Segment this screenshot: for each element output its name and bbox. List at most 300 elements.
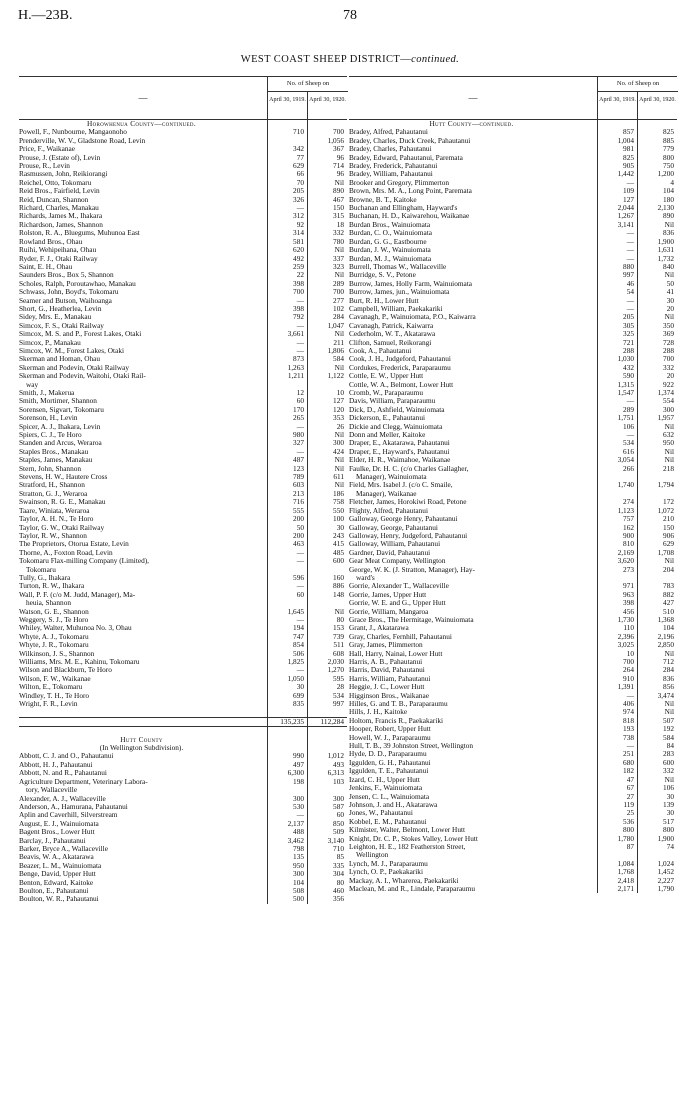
owner-name: Buchanan, H. D., Kaiwarehou, Waikanae [349,212,470,221]
sheep-1920: 41 [666,287,674,297]
owner-name: Bagent Bros., Lower Hutt [19,828,95,837]
sheep-1919: 2,396 [617,631,634,641]
sheep-1920: Nil [664,707,674,717]
owner-name: Dick, D., Ashfield, Wainuiomata [349,405,445,414]
sheep-1920: 800 [663,825,674,835]
sheep-1920: Nil [334,362,344,372]
sheep-1919: 30 [296,682,304,692]
sheep-1920: 595 [333,673,344,683]
sheep-1920: 192 [663,724,674,734]
sheep-1920: Nil [334,245,344,255]
owner-name: Iggulden, G. H., Pahautanui [349,758,431,767]
sheep-1920: 100 [333,514,344,524]
sheep-1920: 284 [333,312,344,322]
sheep-1920: 840 [663,261,674,271]
sheep-1920: 30 [666,295,674,305]
owner-name: Gray, James, Plimmerton [349,641,423,650]
sheep-1920: 1,452 [657,867,674,877]
sheep-1919: 487 [293,455,304,465]
sheep-1919: 170 [293,404,304,414]
sheep-1920: Nil [664,219,674,229]
owner-name: Staples Bros., Manakau [19,447,89,456]
sheep-1920: 60 [336,810,344,820]
sheep-1920: 106 [663,783,674,793]
sheep-1919: 314 [293,228,304,238]
owner-name: Ruihi, Wehipeihana, Ohau [19,246,97,255]
owner-name: Iggulden, T. E., Pahautanui [349,767,429,776]
sheep-1920: 600 [333,556,344,566]
owner-name: Galloway, George, Pahautanui [349,523,438,532]
sheep-1920: 714 [333,161,344,171]
sheep-1920: 353 [333,413,344,423]
sheep-1919: 506 [293,648,304,658]
sheep-1919: 3,661 [287,329,304,339]
sheep-1920: 1,056 [327,135,344,145]
owner-name: Seamer and Butson, Waihoanga [19,296,112,305]
sheep-1920: 28 [336,682,344,692]
sheep-1920: 885 [663,135,674,145]
owner-name: Harris, A. B., Pahautanui [349,658,423,666]
owner-name: Skerman and Podevin, Otaki Railway [19,363,130,372]
sheep-1920: 80 [336,614,344,624]
total-row [19,717,347,727]
sheep-1919: 2,169 [617,547,634,557]
sheep-1920: Nil [334,329,344,339]
sheep-1919: 205 [623,312,634,322]
sheep-1919: 536 [623,816,634,826]
sheep-1919: 534 [623,438,634,448]
owner-name: Donn and Meller, Kaitoke [349,431,426,440]
sheep-1920: 1,794 [657,480,674,490]
sheep-1919: 997 [623,270,634,280]
sheep-1920: Nil [664,648,674,658]
sheep-1920: 783 [663,581,674,591]
owner-name: Simcox, P., Manakau [19,338,81,347]
sheep-1919: 127 [623,194,634,204]
sheep-1920: 712 [663,657,674,666]
owner-name: Campbell, William, Paekakariki [349,304,443,313]
sheep-1919: — [626,396,634,406]
sheep-1919: 700 [293,287,304,297]
owner-name: Burdan, M. J., Wainuiomata [349,254,432,263]
sheep-1920: 180 [663,194,674,204]
sheep-1920: 890 [333,186,344,196]
owner-name: Wellington [356,851,389,860]
sheep-1920: 1,790 [657,883,674,893]
owner-name: Gorrie, Alexander T., Wallaceville [349,582,449,591]
sheep-1920: Nil [334,430,344,440]
sheep-1920: 350 [663,320,674,330]
sheep-1920: 1,368 [657,614,674,624]
sheep-1919: — [296,421,304,431]
sheep-1919: 47 [626,774,634,784]
owner-name: Price, F., Waikanae [19,145,76,154]
owner-name: Harris, David, Pahautanui [349,666,425,675]
sheep-1919: 398 [293,278,304,288]
owner-name: Taylor, G. W., Otaki Railway [19,523,105,532]
sheep-1920: 332 [333,228,344,238]
owner-name: ward's [356,573,375,582]
sheep-1919: 818 [623,715,634,725]
sheep-1920: 218 [663,463,674,473]
sheep-1919: 200 [293,514,304,524]
sheep-1920: 1,072 [657,505,674,515]
owner-name: Abbott, C. J. and O., Pahautanui [19,752,114,761]
sheep-1920: 96 [336,169,344,179]
sheep-1920: 739 [333,631,344,641]
sheep-1920: 780 [333,236,344,246]
owner-name: Tokomaru Flax-milling Company (Limited), [19,557,150,566]
table-row [349,481,677,489]
owner-name: Tully, G., Ihakara [19,573,71,582]
sheep-1919: 590 [623,371,634,381]
sheep-1919: 264 [623,665,634,675]
sheep-1919: 266 [623,463,634,473]
sheep-1920: 2,030 [327,657,344,666]
owner-name: Burridge, S. V., Petone [349,271,416,280]
sheep-1919: 135 [293,852,304,862]
sheep-1920 [307,736,347,744]
sheep-1919: 825 [623,152,634,162]
owner-name: Rasmussen, John, Reikiorangi [19,170,108,179]
sheep-1919: 200 [293,530,304,540]
sheep-1920: 153 [333,623,344,633]
owner-name: Heggie, J. C., Lower Hutt [349,683,425,692]
year-1919-heading: April 30, 1919. [267,92,307,119]
sheep-1919: 971 [623,581,634,591]
sheep-1920: 517 [663,816,674,826]
owner-name: Simcox, F. S., Otaki Railway [19,321,104,330]
owner-name: Thorne, A., Foxton Road, Levin [19,548,113,557]
sheep-1919: 406 [623,699,634,709]
sheep-1920: 1,047 [327,320,344,330]
sheep-1920: 120 [333,404,344,414]
sheep-1920: 2,850 [657,640,674,650]
owner-name: Hull, T. B., 39 Johnston Street, Wellington [349,742,474,751]
owner-name: Wright, F. R., Levin [19,700,78,709]
sheep-1919: 1,768 [617,867,634,877]
owner-name [19,708,264,716]
owner-name: Wall, P. F. (c/o M. Judd, Manager), Ma- [19,590,136,599]
sheep-1920: 1,806 [327,345,344,355]
sheep-1919: 792 [293,312,304,322]
sheep-1919: 60 [296,396,304,406]
sheep-1919: 800 [623,825,634,835]
sheep-1920: 836 [663,228,674,238]
table-row [349,566,677,574]
owner-name: Browne, B. T., Kaitoke [349,195,417,204]
owner-name: Powell, F., Nunbourne, Mangaonoho [19,128,127,137]
sheep-1919: 680 [623,757,634,767]
sheep-1920: 150 [663,522,674,532]
owner-name: Burrow, James, jun., Wainuiomata [349,288,450,297]
sheep-1920: Nil [664,699,674,709]
sheep-1919: 950 [293,860,304,870]
owner-name: Gorrie, William, Mangaroa [349,607,429,616]
sheep-1919: 963 [623,589,634,599]
owner-name: Hilles, G. and T. B., Paraparaumu [349,700,448,709]
sheep-1919: — [296,446,304,456]
sheep-1919: 620 [293,245,304,255]
owner-name: Grant, J., Akatarawa [349,624,409,633]
sheep-1919: 194 [293,623,304,633]
sheep-1919: 810 [623,539,634,549]
owner-name: Reid Bros., Fairfield, Levin [19,187,100,196]
sheep-1920: 204 [663,564,674,574]
sheep-1919: — [296,556,304,566]
table-header [19,76,347,120]
owner-name: Abbott, H. J., Pahautanui [19,760,93,769]
page-header [18,8,682,28]
page-title [0,54,700,65]
sheep-1919: 603 [293,480,304,490]
sheep-1919: 274 [623,497,634,507]
sheep-1920: 700 [333,127,344,137]
owner-name: Gardner, David, Pahautanui [349,548,431,557]
sheep-1920: 323 [333,261,344,271]
sheep-1919: 273 [623,564,634,574]
owner-name: Galloway, Henry, Judgeford, Pahautanui [349,531,468,540]
owner-name: Weggery, S. J., Te Horo [19,615,89,624]
sheep-1919: 1,315 [617,379,634,389]
sheep-1919: — [626,236,634,246]
sheep-1919: 716 [293,497,304,507]
owner-name: Cook, A., Pahautanui [349,346,412,355]
owner-name: Beavis, W. A., Akatarawa [19,853,94,862]
owner-name: Higginson Bros., Waikanae [349,691,429,700]
owner-name: Windley, T. H., Te Horo [19,691,90,700]
sheep-1920: Nil [664,270,674,280]
owner-name: Gorrie, James, Upper Hutt [349,590,427,599]
sheep-1919: — [296,547,304,557]
owner-name: Brown, Mrs. M. A., Long Point, Paremata [349,187,472,196]
sheep-1920 [307,727,347,735]
sheep-1919: — [296,295,304,305]
owner-name: Rowland Bros., Ohau [19,237,83,246]
sheep-1919: 990 [293,751,304,761]
sheep-1920: 415 [333,539,344,549]
owner-name: Benge, David, Upper Hutt [19,870,96,879]
sheep-1919: 312 [293,211,304,221]
owner-name: Cavanagh, P., Wainuiomata, P.O., Kaiwarra [349,313,476,322]
sheep-1919: 106 [623,421,634,431]
sheep-1920: Nil [334,270,344,280]
owner-name: Jenkins, F., Wainuiomata [349,784,423,793]
sheep-1920: Nil [334,606,344,616]
owner-name: Williams, Mrs. M. E., Kahinu, Tokomaru [19,658,140,666]
owner-name: Sorenson, H., Levin [19,414,78,423]
year-1919-heading: April 30, 1919. [597,92,637,119]
sheep-1920: 750 [663,161,674,171]
sheep-1919: — [626,303,634,313]
sheep-1920: 1,708 [657,547,674,557]
sheep-1920: 850 [333,818,344,828]
sheep-1919: 162 [623,522,634,532]
sheep-1920: 288 [663,345,674,355]
table-row [349,885,677,893]
blank-row [19,708,347,716]
sheep-1920: 1,732 [657,253,674,263]
sheep-1919: 456 [623,606,634,616]
owner-name: Abbott, N. and R., Pahautanui [19,769,107,778]
sheep-1920: 2,227 [657,875,674,885]
owner-name: Fletcher, James, Horokiwi Road, Petone [349,498,467,507]
owner-name: Taylor, A. H. N., Te Horo [19,515,94,524]
sheep-1919: 1,263 [287,362,304,372]
sheep-1920: Nil [664,455,674,465]
sheep-1920: 890 [663,211,674,221]
sheep-1919: 1,123 [617,505,634,515]
owner-name: Lynch, O. P., Paekakariki [349,868,423,877]
sheep-1920: 80 [336,877,344,887]
sheep-1919: 974 [623,707,634,717]
owner-name: Galloway, William, Pahautanui [349,540,441,549]
sheep-1920: 922 [663,379,674,389]
sheep-1919: — [296,665,304,675]
sheep-1919: 325 [623,329,634,339]
sheep-1920: Nil [664,774,674,784]
owner-name: Gorrie, W. E. and G., Upper Hutt [349,599,446,608]
sheep-1919: — [296,337,304,347]
sheep-1920: 950 [663,438,674,448]
owner-name: Buchanan and Ellingham, Hayward's [349,204,458,213]
sheep-1919: 300 [293,869,304,879]
sheep-1920: 882 [663,589,674,599]
owner-name: Beazer, L. M., Wainuiomata [19,861,102,870]
page-number: 78 [343,8,357,23]
owner-name: Simcox, M. S. and P., Forest Lakes, Otaki [19,330,142,339]
sheep-1919: 198 [293,776,304,786]
owner-name: Hall, Harry, Nainai, Lower Hutt [349,649,443,658]
table-row [19,372,347,380]
sheep-1919: 10 [626,648,634,658]
owner-name: Cottle, W. A., Belmont, Lower Hutt [349,380,454,389]
sheep-1920: 315 [333,211,344,221]
sheep-1920: 20 [666,303,674,313]
owner-name: (In Wellington Subdivision). [99,744,184,753]
sheep-1920: 467 [333,194,344,204]
sheep-1919: 193 [623,724,634,734]
owner-name: Draper, E., Hayward's, Pahautanui [349,447,450,456]
sheep-1920: 1,957 [657,413,674,423]
owner-name: Stratford, H., Shannon [19,481,85,490]
owner-name: Horowhenua County—continued. [87,120,196,128]
sheep-1919: 854 [293,640,304,650]
owner-name: Wilkinson, J. S., Shannon [19,649,95,658]
owner-name: Bradey, Charles, Duck Creek, Pahautanui [349,136,471,145]
sheep-1920: 997 [333,699,344,709]
left-rows [19,120,347,904]
sheep-1919 [267,727,307,735]
sheep-1920: 728 [663,337,674,347]
sheep-1920: 284 [663,665,674,675]
owner-name: Elder, H. R., Waimahoe, Waikanae [349,456,451,465]
sheep-1919: 900 [623,530,634,540]
sheep-1919: 300 [293,793,304,803]
sheep-1919: 50 [296,522,304,532]
owner-name: Burdan, G. G., Eastbourne [349,237,427,246]
sheep-1919: 87 [626,841,634,851]
sheep-1920: 102 [333,303,344,313]
sheep-1920: 210 [663,514,674,524]
sheep-1920: 710 [333,843,344,853]
sheep-1920: Nil [334,177,344,187]
sheep-1920: 104 [663,186,674,196]
sheep-1919: 259 [293,261,304,271]
owner-name: Kilmister, Walter, Belmont, Lower Hutt [349,826,466,835]
sheep-1919: 2,418 [617,875,634,885]
sheep-1919: 3,620 [617,556,634,566]
owner-name: Ryder, F. J., Otaki Railway [19,254,98,263]
owner-name: Taylor, R. W., Shannon [19,531,87,540]
sheep-1919: — [626,228,634,238]
owner-name: Burdan, J. W., Wainuiomata [349,246,431,255]
owner-name: Turton, R. W., Ihakara [19,582,85,591]
owner-name: Scholes, Ralph, Poroutawhao, Manakau [19,279,136,288]
sheep-1919: 22 [296,270,304,280]
sheep-1919: 981 [623,144,634,154]
owner-name: Leighton, H. E., 182 Featherston Street, [349,842,466,851]
sheep-1920: 1,631 [657,245,674,255]
sheep-1919: 629 [293,161,304,171]
sheep-1920: 3,474 [657,690,674,700]
sheep-1919: 3,462 [287,835,304,845]
sheep-1920: 104 [663,623,674,633]
sheep-1920: 211 [333,337,344,347]
owner-name: Watson, G. E., Shannon [19,607,89,616]
sheep-1919: — [296,810,304,820]
owner-name: Lynch, M. J., Paraparaumu [349,859,428,868]
sheep-1919: — [296,320,304,330]
sheep-1919: — [296,581,304,591]
sheep-1920 [307,708,347,716]
owner-name: Burrell, Thomas W., Wallaceville [349,262,447,271]
sheep-1920: 74 [666,841,674,851]
sheep-1919: 305 [623,320,634,330]
owner-name: Manager), Wainuiomata [356,473,427,482]
year-1920-heading: April 30, 1920. [637,92,677,119]
year-1920-heading: April 30, 1920. [307,92,347,119]
sheep-1919: 699 [293,690,304,700]
sheep-1919: 213 [293,488,304,498]
sheep-1919: 857 [623,127,634,137]
owner-name: Reid, Duncan, Shannon [19,195,89,204]
sheep-count-heading: No. of Sheep on [267,77,348,92]
sheep-1920: Nil [334,480,344,490]
sheep-1919: 3,025 [617,640,634,650]
sheep-1920: 4 [670,177,674,187]
sheep-1920: 550 [333,505,344,515]
sheep-1919: 60 [296,589,304,599]
sheep-1920: 511 [333,640,344,650]
owner-name: Hyde, D. D., Paraparaumu [349,750,427,759]
owner-name: Anderson, A., Hamurana, Pahautanui [19,802,128,811]
sheep-1919: 488 [293,827,304,837]
owner-name: Johnson, J. and H., Akatarawa [349,800,438,809]
owner-name: Stevens, H. W., Hautere Cross [19,473,108,482]
sheep-1920: 1,374 [657,388,674,397]
sheep-1920: 836 [663,673,674,683]
sheep-1919: 205 [293,186,304,196]
table-row [349,843,677,851]
sheep-1919: 1,084 [617,858,634,868]
sheep-1919: 109 [623,186,634,196]
owner-name: Spicer, A. J., Ihakara, Levin [19,422,101,431]
sheep-1919: 910 [623,673,634,683]
sheep-1919: 288 [623,345,634,355]
owner-name [19,718,264,726]
sheep-1920: 485 [333,547,344,557]
